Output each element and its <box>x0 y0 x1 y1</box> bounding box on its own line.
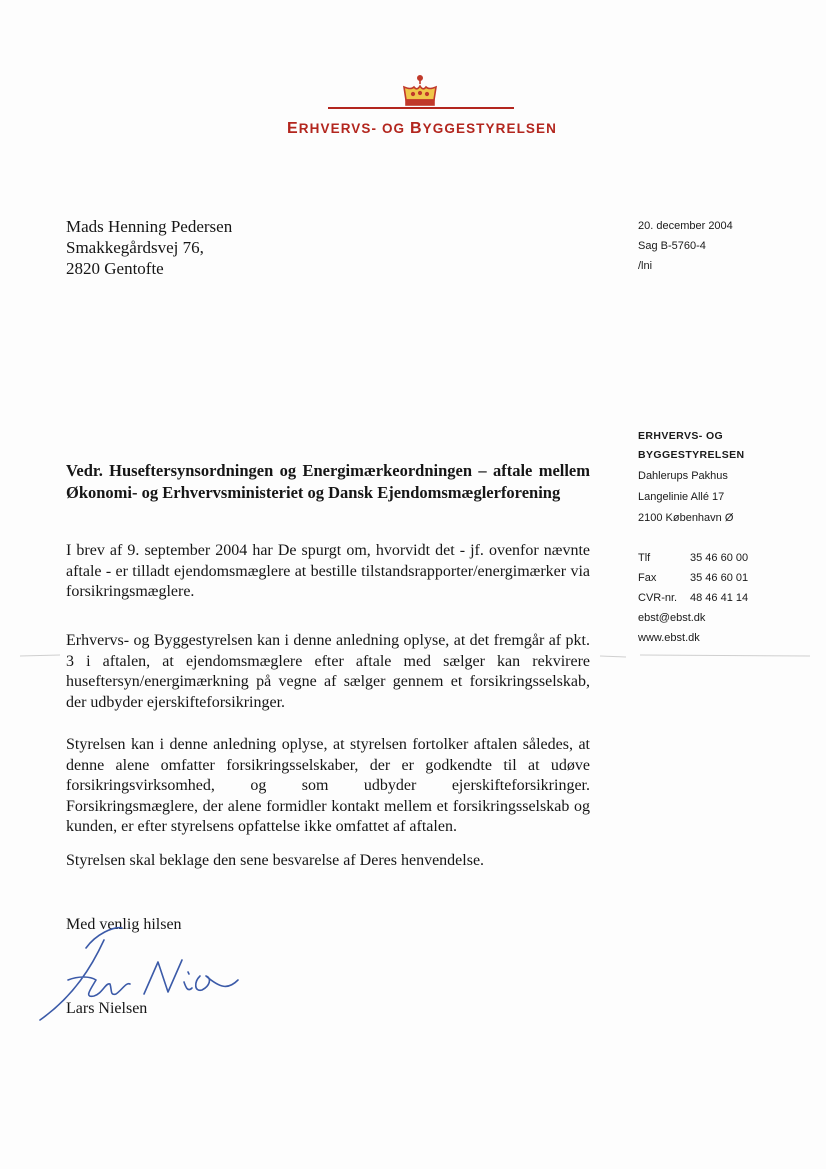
sidebar-address <box>638 466 733 529</box>
contact-email[interactable]: ebst@ebst.dk <box>638 612 706 624</box>
letter-subject: Vedr. Huseftersynsordningen og Energimærkeordningen – aftale mellem Økonomi- og Erhvervsministeriet og Dansk Ejendomsmæglerforening <box>66 461 590 502</box>
sidebar-org-name <box>638 427 745 465</box>
sidebar-org-line2: BYGGESTYRELSEN <box>638 449 745 461</box>
signer-name: Lars Nielsen <box>66 1000 148 1017</box>
closing-salutation: Med venlig hilsen <box>66 916 182 933</box>
org-rest-2: YGGESTYRELSEN <box>422 121 557 136</box>
crown-icon <box>400 74 440 108</box>
case-number: Sag B-5760-4 <box>638 240 706 252</box>
sidebar-contacts <box>638 548 748 648</box>
letter-meta <box>638 216 733 276</box>
fold-line <box>0 652 826 660</box>
org-initial-1: E <box>287 120 299 137</box>
sidebar-org-line1: ERHVERVS- OG <box>638 430 724 442</box>
address-line: Dahlerups Pakhus <box>638 470 728 482</box>
contact-label: CVR-nr. <box>638 592 678 604</box>
recipient-name: Mads Henning Pedersen <box>66 217 233 236</box>
address-line: Langelinie Allé 17 <box>638 491 725 503</box>
letter-date: 20. december 2004 <box>638 220 733 232</box>
contact-value: 35 46 60 01 <box>690 572 749 584</box>
contact-label: Fax <box>638 572 657 584</box>
address-line: 2100 København Ø <box>638 512 734 524</box>
contact-value: 35 46 60 00 <box>690 552 749 564</box>
contact-website[interactable]: www.ebst.dk <box>638 632 700 644</box>
letterhead-rule <box>328 107 514 109</box>
letterhead-org-name <box>230 120 614 138</box>
initials: /lni <box>638 260 653 272</box>
body-paragraph: Erhvervs- og Byggestyrelsen kan i denne anledning oplyse, at det fremgår af pkt. 3 i aftalen, at ejendomsmæglere efter aftale med sælger kan rekvirere huseftersyn/energimærkning på vegne af sælger gennem et forsikringsselskab, der udbyder ejerskifteforsikringer. <box>66 632 590 711</box>
recipient-street: Smakkegårdsvej 76, <box>66 238 204 257</box>
body-paragraph: I brev af 9. september 2004 har De spurgt om, hvorvidt det - jf. ovenfor nævnte aftale - er tilladt ejendomsmæglere at bestille tilstandsrapporter/energimærker via forsikringsmæglere. <box>66 542 590 600</box>
contact-label: Tlf <box>638 552 651 564</box>
body-paragraph: Styrelsen kan i denne anledning oplyse, at styrelsen fortolker aftalen således, at denne alene omfatter forsikringsselskaber, der er godkendte til at udøve forsikringsvirksomhed, og som udbyder ejerskifteforsikringer. Forsikringsmæglere, der alene formidler kontakt mellem et forsikringsselskab og kunden, er efter styrelsens opfattelse ikke omfattet af aftalen. <box>66 736 590 835</box>
org-initial-2: B <box>410 120 423 137</box>
contact-phone <box>638 548 748 568</box>
recipient-address <box>66 216 232 279</box>
recipient-city: 2820 Gentofte <box>66 259 164 278</box>
org-rest-1: RHVERVS- OG <box>298 121 411 136</box>
contact-fax <box>638 568 748 588</box>
contact-value: 48 46 41 14 <box>690 592 749 604</box>
body-paragraph: Styrelsen skal beklage den sene besvarelse af Deres henvendelse. <box>66 852 485 869</box>
contact-cvr <box>638 588 748 608</box>
